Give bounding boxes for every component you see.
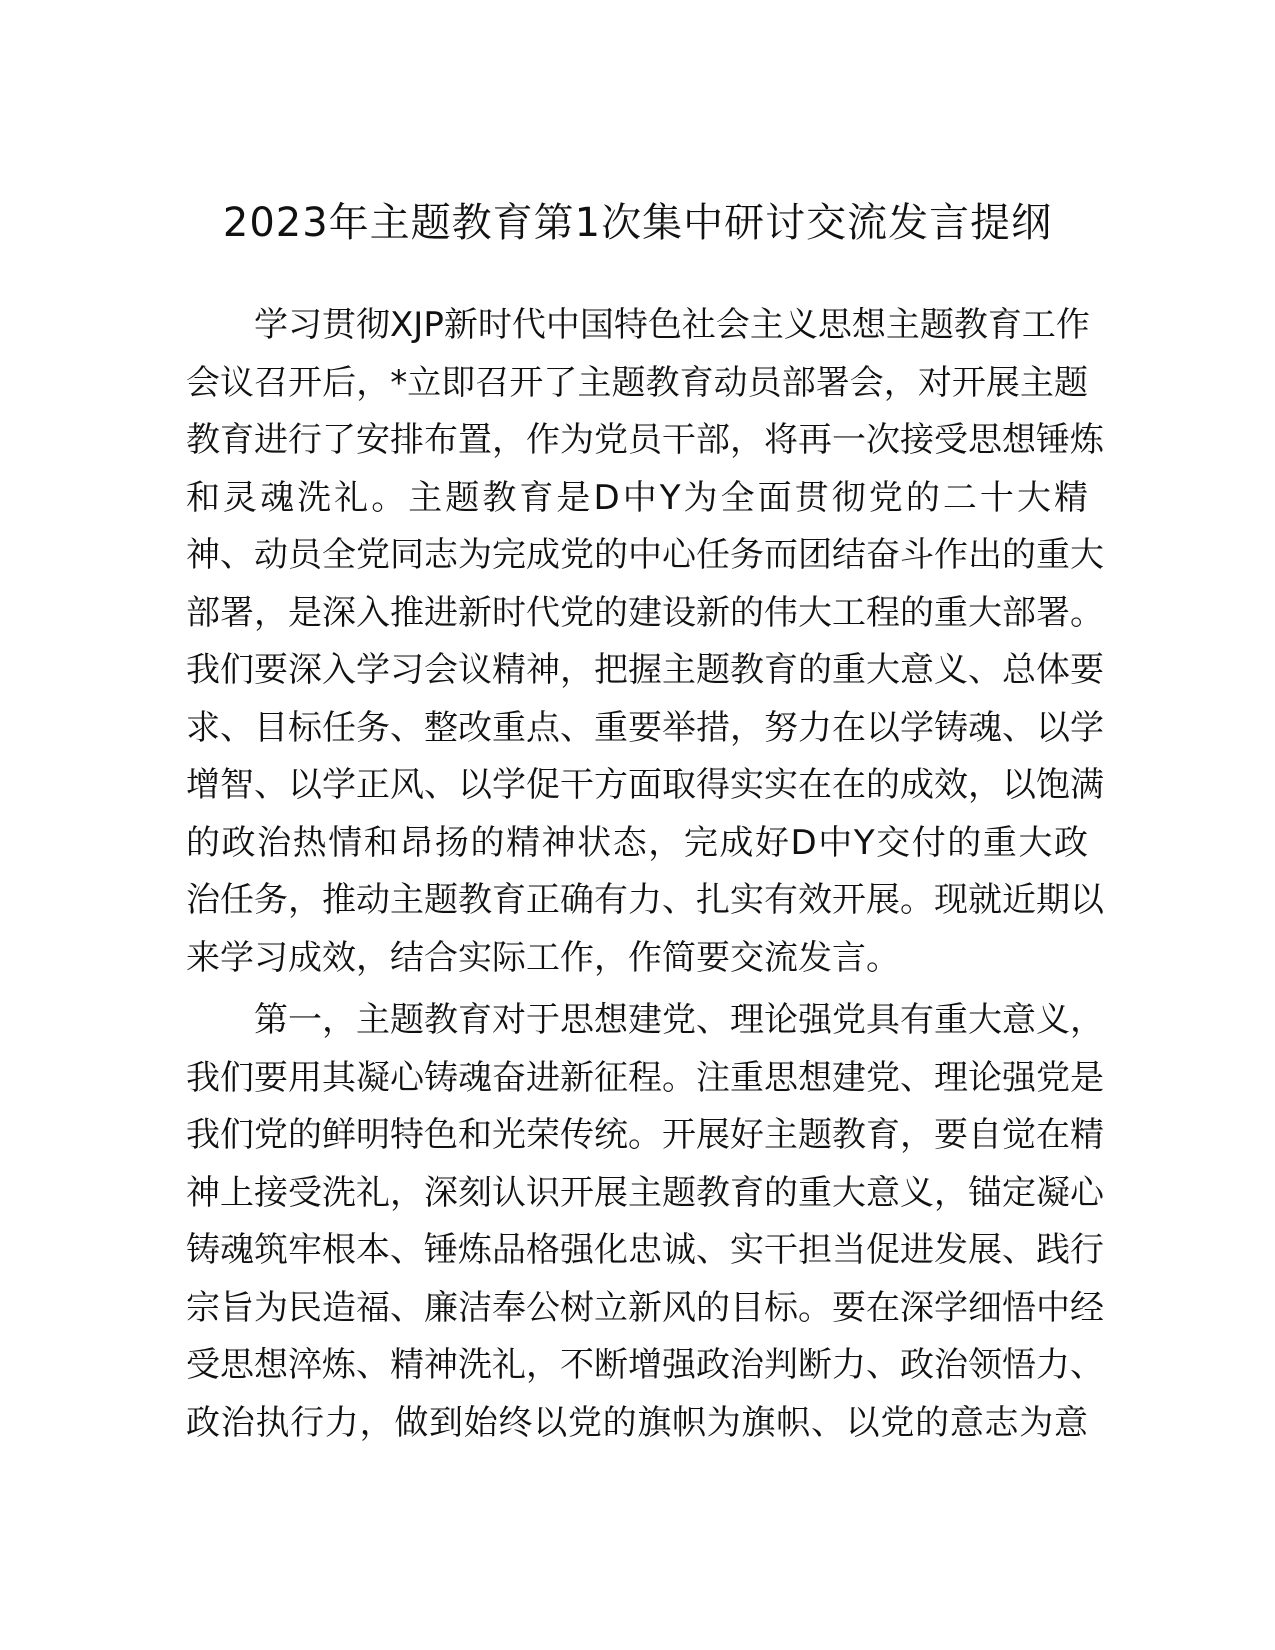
- text-line: 第一，主题教育对于思想建党、理论强党具有重大意义，: [254, 1000, 1104, 1040]
- text-line: 治任务，推动主题教育正确有力、扎实有效开展。现就近期以: [186, 880, 1104, 920]
- text-line: 增智、以学正风、以学促干方面取得实实在在的成效，以饱满: [186, 765, 1104, 805]
- text-line: 和灵魂洗礼。主题教育是D中Y为全面贯彻党的二十大精: [186, 477, 1088, 518]
- paragraph-intro: [186, 297, 1104, 987]
- text-line: 铸魂筑牢根本、锤炼品格强化忠诚、实干担当促进发展、践行: [186, 1230, 1104, 1270]
- text-line: 宗旨为民造福、廉洁奉公树立新风的目标。要在深学细悟中经: [186, 1287, 1104, 1328]
- text-line: 我们党的鲜明特色和光荣传统。开展好主题教育，要自觉在精: [186, 1115, 1104, 1155]
- text-line: 部署，是深入推进新时代党的建设新的伟大工程的重大部署。: [186, 592, 1104, 633]
- text-line: 教育进行了安排布置，作为党员干部，将再一次接受思想锤炼: [186, 420, 1104, 460]
- text-line: 求、目标任务、整改重点、重要举措，努力在以学铸魂、以学: [186, 707, 1104, 748]
- text-line: 来学习成效，结合实际工作，作简要交流发言。: [186, 937, 900, 978]
- document-title: 2023年主题教育第1次集中研讨交流发言提纲: [222, 200, 1053, 246]
- text-line: 会议召开后，*立即召开了主题教育动员部署会，对开展主题: [186, 362, 1088, 403]
- text-line: 神上接受洗礼，深刻认识开展主题教育的重大意义，锚定凝心: [186, 1172, 1104, 1213]
- document-body: [186, 297, 1104, 1452]
- text-line: 受思想淬炼、精神洗礼，不断增强政治判断力、政治领悟力、: [186, 1345, 1104, 1385]
- text-line: 我们要用其凝心铸魂奋进新征程。注重思想建党、理论强党是: [186, 1057, 1104, 1098]
- paragraph-first-point: [186, 992, 1104, 1452]
- text-line: 学习贯彻XJP新时代中国特色社会主义思想主题教育工作: [254, 305, 1090, 345]
- text-line: 政治执行力，做到始终以党的旗帜为旗帜、以党的意志为意: [186, 1402, 1088, 1443]
- text-line: 我们要深入学习会议精神，把握主题教育的重大意义、总体要: [186, 650, 1104, 690]
- text-line: 的政治热情和昂扬的精神状态，完成好D中Y交付的重大政: [186, 822, 1088, 863]
- text-line: 神、动员全党同志为完成党的中心任务而团结奋斗作出的重大: [186, 535, 1104, 575]
